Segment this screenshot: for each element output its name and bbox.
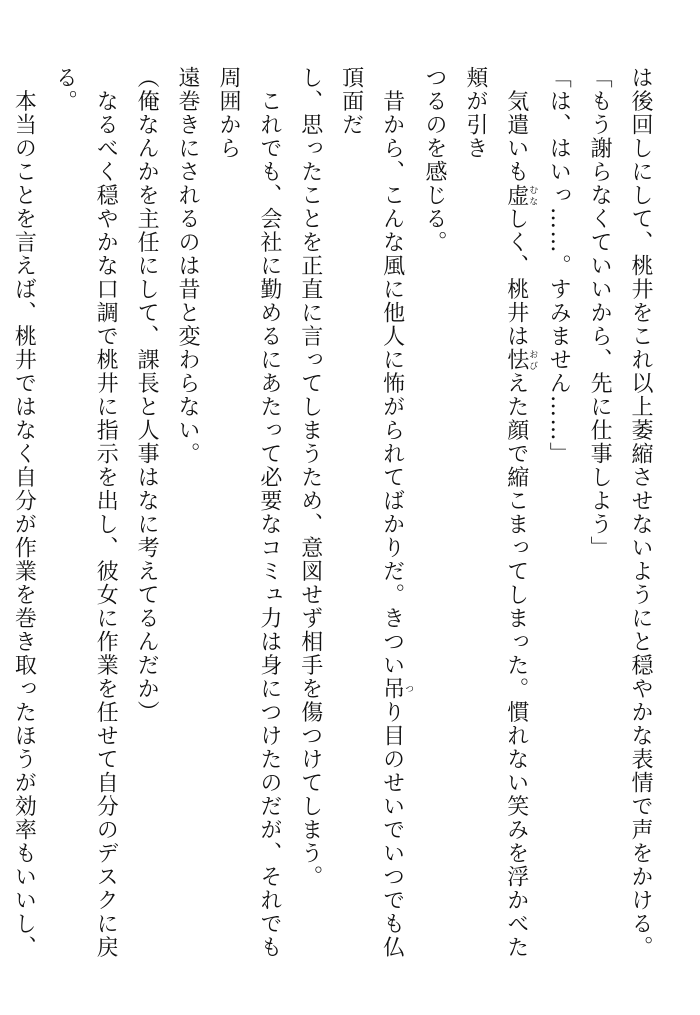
text-line-with-ruby xyxy=(454,66,537,966)
text-line: これでも、会社に勤めるにあたって必要なコミュ力は身につけたのだが、それでも周囲から xyxy=(215,66,282,959)
text-line: なるべく穏やかな口調で桃井に指示を出し、彼女に作業を任せて自分のデスクに戻る。 xyxy=(52,66,119,959)
ruby-munashi: 虚むな xyxy=(503,183,538,207)
ruby-tsuri: 吊つ xyxy=(379,677,414,701)
text-line: つるのを感じる。 xyxy=(421,66,447,254)
text-segment: り目のせいでいつでも仏頂面だ xyxy=(338,66,405,959)
text-line: は後回しにして、桃井をこれ以上萎縮させないようにと穏やかな表情で声をかける。 xyxy=(628,66,653,959)
text-segment: えた顔で縮こまってしまった。慣れない笑みを浮かべた頬が引き xyxy=(462,66,529,959)
vertical-text-body xyxy=(11,66,660,966)
text-segment: 気遣いも xyxy=(503,66,529,184)
text-line-with-ruby xyxy=(330,66,413,966)
ruby-obie: 怯おび xyxy=(503,348,538,372)
text-line: し、思ったことを正直に言ってしまうため、意図せず相手を傷つけてしまう。 xyxy=(297,66,323,889)
text-segment: しく、桃井は xyxy=(503,207,529,348)
text-line: 「もう謝らなくていいから、先に仕事しよう」 xyxy=(587,66,613,560)
text-line: 遠巻きにされるのは昔と変わらない。 xyxy=(175,66,201,466)
text-line: 本当のことを言えば、桃井ではなく自分が作業を巻き取ったほうが効率もいいし、 xyxy=(11,89,37,959)
text-line: （俺なんかを主任にして、課長と人事はなに考えてるんだか） xyxy=(134,66,160,724)
text-segment: 昔から、こんな風に他人に怖がられてばかりだ。きつい xyxy=(379,66,405,677)
text-line: 「は、はいっ……。すみません……」 xyxy=(546,66,572,466)
